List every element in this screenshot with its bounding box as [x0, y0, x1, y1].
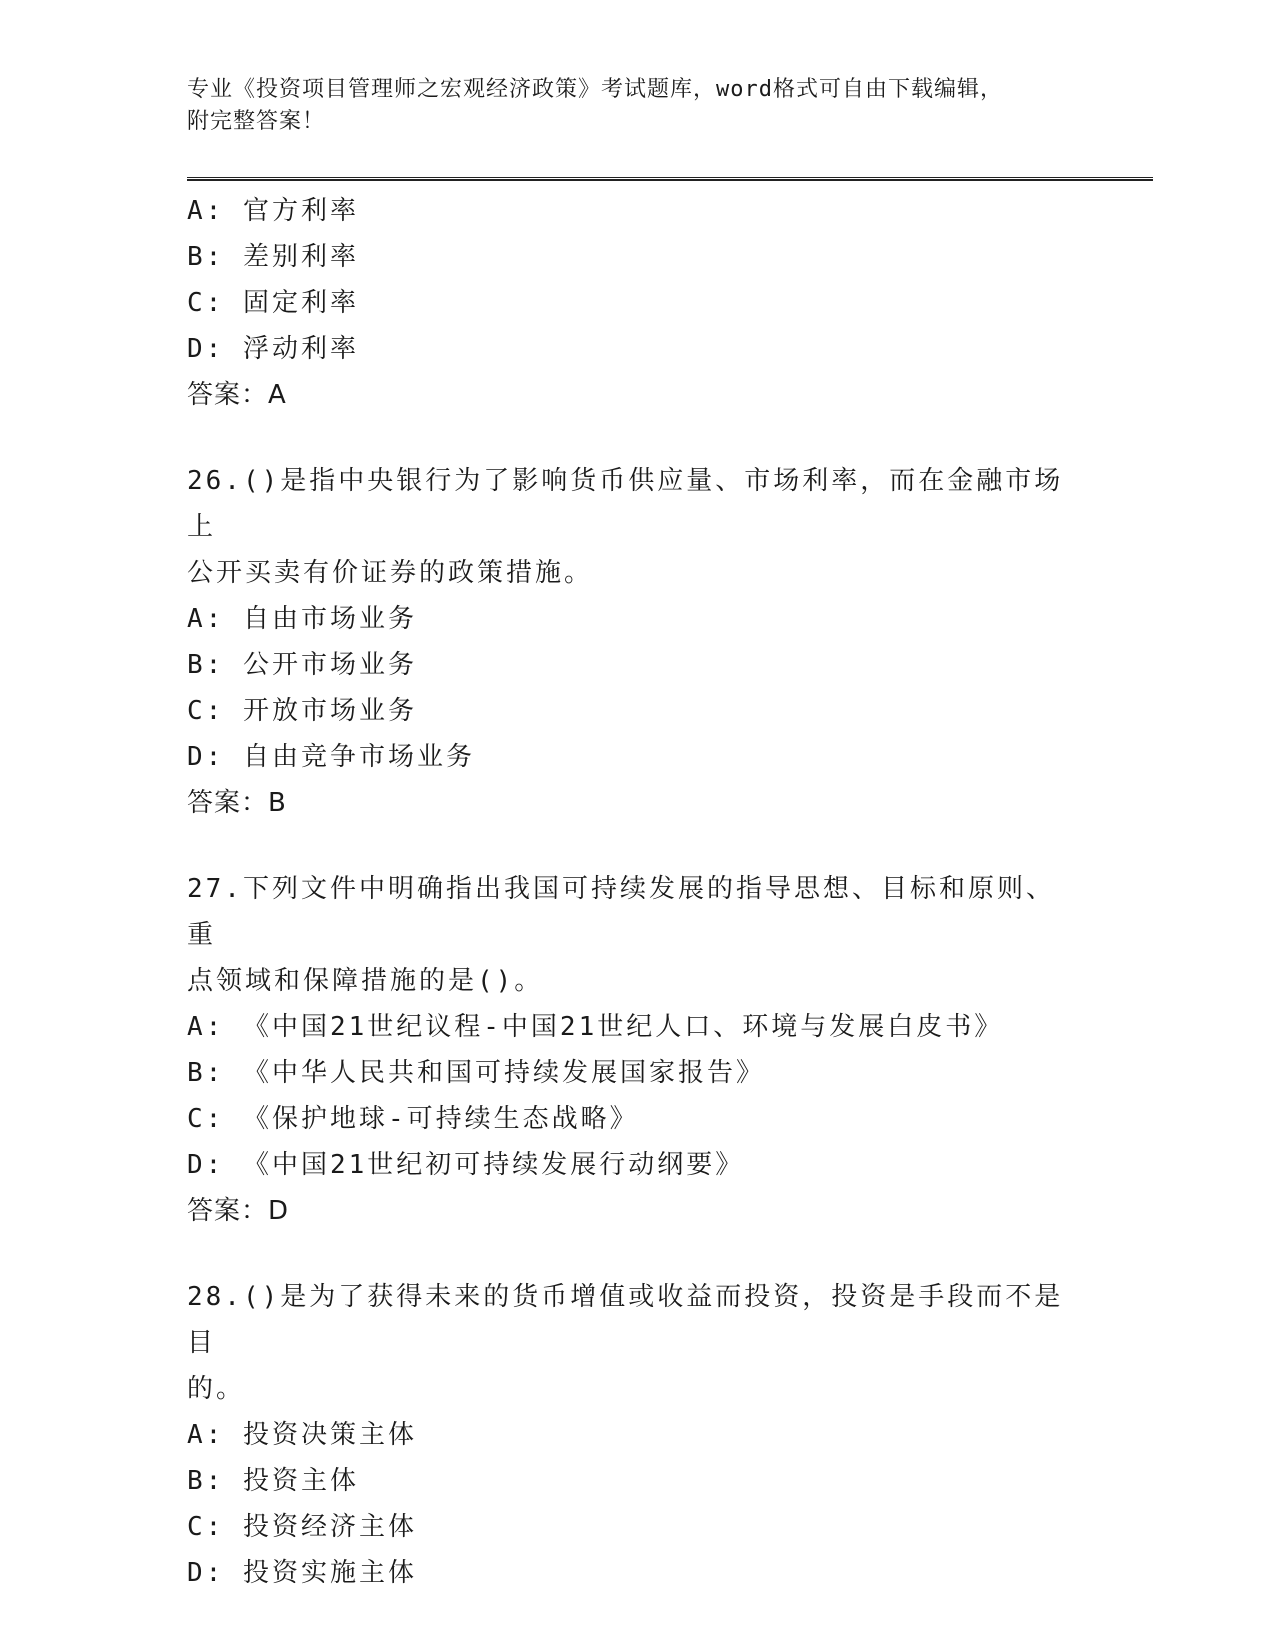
option-d: D: 浮动利率 [187, 334, 359, 364]
option-c: C: 《保护地球-可持续生态战略》 [187, 1104, 639, 1134]
option-b: B: 公开市场业务 [187, 650, 417, 680]
option-a: A: 《中国21世纪议程-中国21世纪人口、环境与发展白皮书》 [187, 1012, 1004, 1042]
header-divider [187, 177, 1153, 181]
answer-label: 答案：B [187, 788, 287, 818]
option-a: A: 自由市场业务 [187, 604, 417, 634]
option-d: D: 自由竞争市场业务 [187, 742, 475, 772]
question-stem-line-2: 的。 [187, 1374, 246, 1404]
option-d: D: 《中国21世纪初可持续发展行动纲要》 [187, 1150, 745, 1180]
question-stem-line-2: 公开买卖有价证券的政策措施。 [187, 558, 594, 588]
option-a: A: 官方利率 [187, 196, 359, 226]
question-26 [187, 458, 1087, 826]
header-line-2: 附完整答案！ [187, 109, 326, 134]
answer-label: 答案：A [187, 380, 287, 410]
option-b: B: 差别利率 [187, 242, 359, 272]
document-header [187, 74, 1087, 138]
option-b: B: 《中华人民共和国可持续发展国家报告》 [187, 1058, 765, 1088]
option-d: D: 投资实施主体 [187, 1558, 417, 1588]
question-list [187, 188, 1087, 1596]
option-b: B: 投资主体 [187, 1466, 359, 1496]
question-stem-line-2: 点领域和保障措施的是()。 [187, 966, 544, 996]
question-stem-line-1: 28.()是为了获得未来的货币增值或收益而投资，投资是手段而不是目 [187, 1282, 1064, 1358]
header-line-1: 专业《投资项目管理师之宏观经济政策》考试题库，word格式可自由下载编辑， [187, 77, 1003, 102]
question-stem-line-1: 27.下列文件中明确指出我国可持续发展的指导思想、目标和原则、重 [187, 874, 1055, 950]
question-27 [187, 866, 1087, 1234]
question-25 [187, 188, 1087, 418]
option-c: C: 固定利率 [187, 288, 359, 318]
answer-label: 答案：D [187, 1196, 290, 1226]
question-stem-line-1: 26.()是指中央银行为了影响货币供应量、市场利率，而在金融市场上 [187, 466, 1064, 542]
option-a: A: 投资决策主体 [187, 1420, 417, 1450]
question-28 [187, 1274, 1087, 1596]
option-c: C: 开放市场业务 [187, 696, 417, 726]
option-c: C: 投资经济主体 [187, 1512, 417, 1542]
